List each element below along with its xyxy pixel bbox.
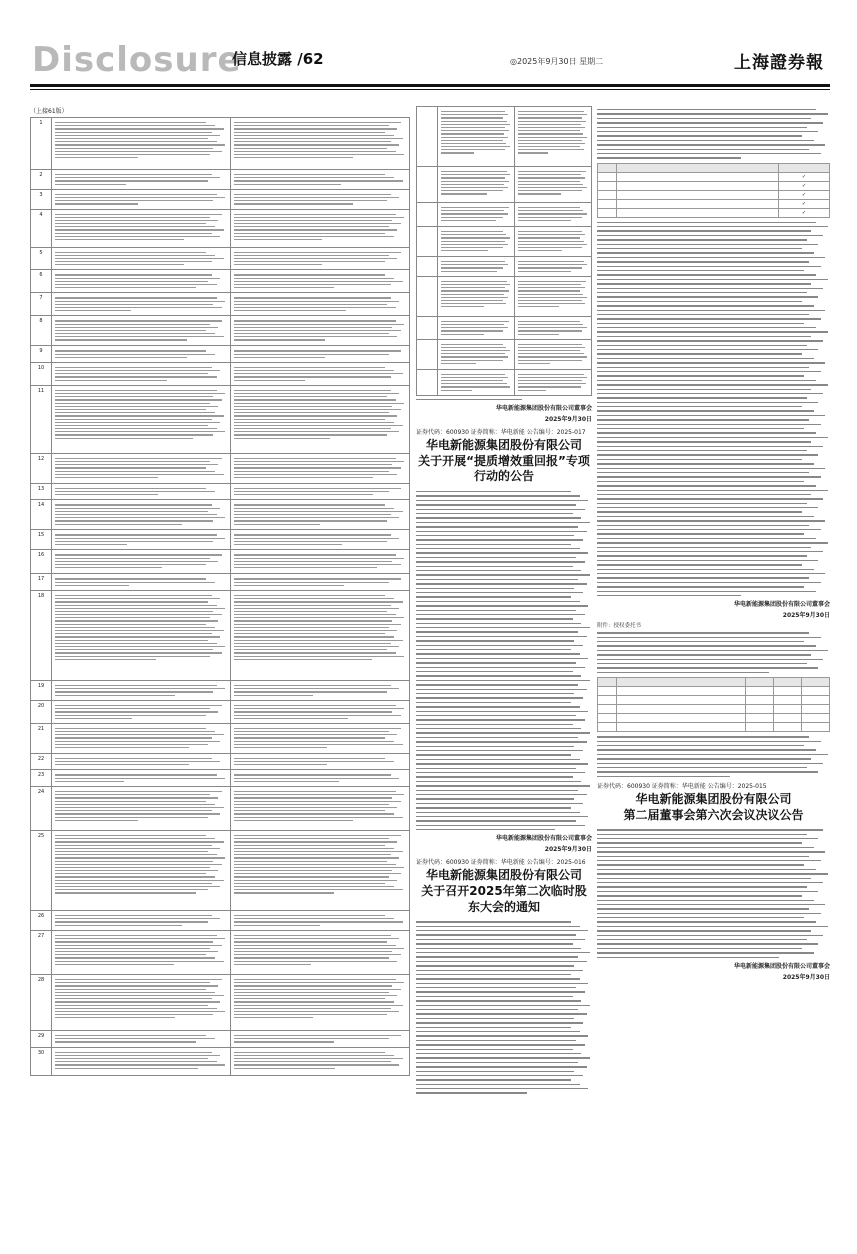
check-cell [778, 181, 829, 190]
masthead-rule-thin [30, 89, 830, 90]
original-clause-cell [52, 293, 231, 316]
proxy-form-text [597, 632, 830, 673]
table-row [31, 189, 410, 209]
proposal-no-cell [598, 696, 617, 705]
table-row [31, 247, 410, 270]
table-row [31, 700, 410, 723]
original-clause-cell [52, 550, 231, 574]
row-number: 5 [31, 247, 52, 270]
table-row [598, 687, 830, 696]
against-cell [774, 678, 802, 687]
row-number: 7 [31, 293, 52, 316]
signoff-date-1: 2025年9月30日 [544, 416, 592, 424]
table-row [31, 483, 410, 500]
revised-clause-cell [231, 189, 410, 209]
revised-clause-cell [515, 369, 592, 395]
original-clause-cell [438, 107, 515, 167]
revised-clause-cell [515, 167, 592, 203]
table-row [417, 167, 592, 203]
row-number [417, 257, 438, 277]
for-cell [746, 696, 774, 705]
revised-clause-cell [515, 203, 592, 227]
for-cell [746, 705, 774, 714]
original-clause-cell [52, 911, 231, 931]
original-clause-cell [438, 339, 515, 369]
middle-column [416, 106, 592, 1097]
table-row [598, 199, 830, 208]
row-number: 10 [31, 362, 52, 385]
notice-body-1 [416, 491, 592, 830]
row-number: 4 [31, 209, 52, 247]
meeting-details-text [597, 109, 830, 159]
original-clause-cell [438, 369, 515, 395]
proposal-name-cell [616, 705, 746, 714]
row-number: 26 [31, 911, 52, 931]
table-row [31, 770, 410, 787]
revised-clause-cell [231, 753, 410, 770]
row-number: 9 [31, 346, 52, 363]
notice-title-3: 第二届董事会第六次会议决议公告 [623, 807, 804, 822]
for-cell [746, 678, 774, 687]
row-number [417, 107, 438, 167]
original-clause-cell [438, 316, 515, 339]
proposal-no-cell [598, 705, 617, 714]
revised-clause-cell [231, 550, 410, 574]
row-number: 28 [31, 975, 52, 1031]
abstain-cell [802, 714, 830, 723]
revised-clause-cell [231, 590, 410, 680]
revised-clause-cell [231, 530, 410, 550]
proposal-no-cell [598, 163, 617, 172]
amendment-table [30, 117, 410, 1076]
row-number: 29 [31, 1031, 52, 1048]
revised-clause-cell [231, 209, 410, 247]
table-row [598, 696, 830, 705]
against-cell [774, 723, 802, 732]
revised-clause-cell [231, 316, 410, 346]
notice-meta-3: 证券代码：600930 证券简称：华电新能 公告编号：2025-015 [597, 783, 767, 791]
table-row [598, 163, 830, 172]
table-row [598, 705, 830, 714]
section-title-zh [232, 48, 324, 69]
row-number: 21 [31, 723, 52, 753]
notice-meta-2: 证券代码：600930 证券简称：华电新能 公告编号：2025-016 [416, 859, 586, 867]
check-mark-icon: ✓ [801, 209, 807, 216]
revised-clause-cell [231, 362, 410, 385]
proposal-name-cell [616, 172, 778, 181]
original-clause-cell [52, 723, 231, 753]
row-number: 23 [31, 770, 52, 787]
table-row [31, 911, 410, 931]
table-row [417, 257, 592, 277]
table-row [31, 270, 410, 293]
original-clause-cell [52, 247, 231, 270]
proposal-no-cell [598, 181, 617, 190]
original-clause-cell [52, 346, 231, 363]
revised-clause-cell [231, 385, 410, 453]
revised-clause-cell [231, 170, 410, 190]
original-clause-cell [52, 209, 231, 247]
row-number: 6 [31, 270, 52, 293]
table-row [598, 208, 830, 217]
row-number [417, 369, 438, 395]
abstain-cell [802, 696, 830, 705]
table-row [31, 385, 410, 453]
row-number: 1 [31, 118, 52, 170]
original-clause-cell [52, 931, 231, 975]
abstain-cell [802, 678, 830, 687]
notice-title-1-company: 华电新能源集团股份有限公司 [425, 438, 582, 453]
revised-clause-cell [231, 1031, 410, 1048]
revised-clause-cell [231, 453, 410, 483]
against-cell [774, 714, 802, 723]
table-row [31, 316, 410, 346]
board-resolution-text [597, 829, 830, 958]
proposal-no-cell [598, 199, 617, 208]
original-clause-cell [52, 316, 231, 346]
revised-clause-cell [515, 227, 592, 257]
original-clause-cell [52, 975, 231, 1031]
check-cell [778, 208, 829, 217]
row-number: 11 [31, 385, 52, 453]
proposal-no-cell [598, 172, 617, 181]
revised-clause-cell [231, 680, 410, 700]
original-clause-cell [52, 170, 231, 190]
original-clause-cell [438, 203, 515, 227]
table-row [31, 346, 410, 363]
revised-clause-cell [231, 574, 410, 591]
table-row [31, 787, 410, 831]
row-number: 19 [31, 680, 52, 700]
table-row [31, 1047, 410, 1075]
table-row [417, 107, 592, 167]
proposal-no-cell [598, 678, 617, 687]
original-clause-cell [52, 700, 231, 723]
row-number [417, 276, 438, 316]
signoff-date-1b: 2025年9月30日 [544, 846, 592, 854]
table-row [31, 831, 410, 911]
proposal-name-cell [616, 190, 778, 199]
table-row [417, 227, 592, 257]
original-clause-cell [52, 590, 231, 680]
continued-table [416, 106, 592, 396]
proposal-name-cell [616, 678, 746, 687]
original-clause-cell [52, 270, 231, 293]
revised-clause-cell [515, 276, 592, 316]
registration-text [597, 222, 830, 597]
table-row [31, 723, 410, 753]
row-number: 17 [31, 574, 52, 591]
closing-paragraph [416, 399, 592, 400]
original-clause-cell [52, 362, 231, 385]
row-number: 24 [31, 787, 52, 831]
table-row [598, 723, 830, 732]
notice-title-3-company: 华电新能源集团股份有限公司 [635, 792, 792, 807]
against-cell [774, 687, 802, 696]
right-column [597, 106, 830, 983]
original-clause-cell [52, 574, 231, 591]
row-number: 13 [31, 483, 52, 500]
signoff-date-3: 2025年9月30日 [782, 974, 830, 981]
table-row [31, 1031, 410, 1048]
table-row [31, 975, 410, 1031]
signoff-company-2: 华电新能源集团股份有限公司董事会 [733, 601, 830, 609]
revised-clause-cell [515, 339, 592, 369]
proposal-no-cell [598, 714, 617, 723]
row-number: 14 [31, 500, 52, 530]
row-number: 27 [31, 931, 52, 975]
revised-clause-cell [231, 831, 410, 911]
attachment-label: 附件：授权委托书 [597, 623, 642, 630]
original-clause-cell [52, 680, 231, 700]
row-number [417, 167, 438, 203]
proxy-signature-text [597, 736, 830, 777]
proposal-name-cell [616, 723, 746, 732]
notice-title-2-company: 华电新能源集团股份有限公司 [425, 868, 582, 883]
against-cell [774, 696, 802, 705]
revised-clause-cell [231, 700, 410, 723]
table-row [31, 293, 410, 316]
for-cell [746, 714, 774, 723]
row-number: 12 [31, 453, 52, 483]
row-number: 22 [31, 753, 52, 770]
original-clause-cell [438, 167, 515, 203]
revised-clause-cell [231, 770, 410, 787]
proposal-name-cell [616, 696, 746, 705]
abstain-cell [802, 687, 830, 696]
issue-date: ◎2025年9月30日 星期二 [510, 57, 604, 66]
table-row [31, 574, 410, 591]
proposal-name-cell [616, 199, 778, 208]
row-number [417, 227, 438, 257]
original-clause-cell [52, 753, 231, 770]
check-cell [778, 199, 829, 208]
row-number: 2 [31, 170, 52, 190]
table-row [31, 550, 410, 574]
signoff-company-3: 华电新能源集团股份有限公司董事会 [733, 963, 830, 970]
revised-clause-cell [231, 500, 410, 530]
revised-clause-cell [231, 270, 410, 293]
original-clause-cell [438, 276, 515, 316]
original-clause-cell [52, 530, 231, 550]
table-row [598, 714, 830, 723]
vote-type-header-cell [778, 163, 829, 172]
page-number: /62 [297, 50, 324, 68]
table-row [417, 316, 592, 339]
table-row [31, 118, 410, 170]
table-row [31, 170, 410, 190]
table-row [31, 530, 410, 550]
check-mark-icon: ✓ [801, 182, 807, 189]
table-row [31, 500, 410, 530]
proxy-vote-table [597, 677, 830, 732]
table-row [417, 276, 592, 316]
table-row [598, 678, 830, 687]
proposal-no-cell [598, 687, 617, 696]
table-row [417, 339, 592, 369]
original-clause-cell [438, 227, 515, 257]
table-row [598, 172, 830, 181]
notice-title-1: 关于开展“提质增效重回报”专项行动的公告 [418, 453, 590, 484]
proposal-no-cell [598, 190, 617, 199]
newspaper-logo: 上海證券報 [734, 53, 824, 73]
proposal-name-cell [616, 687, 746, 696]
row-number: 20 [31, 700, 52, 723]
amendment-table-column [30, 106, 410, 1242]
revised-clause-cell [231, 118, 410, 170]
original-clause-cell [52, 453, 231, 483]
proposal-name-cell [616, 208, 778, 217]
original-clause-cell [438, 257, 515, 277]
revised-clause-cell [231, 723, 410, 753]
revised-clause-cell [515, 257, 592, 277]
masthead-rule [30, 84, 830, 87]
check-cell [778, 190, 829, 199]
table-row [31, 362, 410, 385]
revised-clause-cell [515, 107, 592, 167]
against-cell [774, 705, 802, 714]
notice-title-2: 关于召开2025年第二次临时股东大会的通知 [421, 884, 587, 914]
section-name: 信息披露 [232, 50, 293, 68]
original-clause-cell [52, 831, 231, 911]
notice-meta-1: 证券代码：600930 证券简称：华电新能 公告编号：2025-017 [416, 429, 586, 437]
original-clause-cell [52, 189, 231, 209]
table-row [31, 209, 410, 247]
original-clause-cell [52, 1047, 231, 1075]
table-row [31, 453, 410, 483]
original-clause-cell [52, 770, 231, 787]
table-row [417, 369, 592, 395]
revised-clause-cell [231, 975, 410, 1031]
row-number: 3 [31, 189, 52, 209]
check-mark-icon: ✓ [801, 200, 807, 207]
proposal-name-cell [616, 714, 746, 723]
original-clause-cell [52, 385, 231, 453]
revised-clause-cell [231, 346, 410, 363]
row-number: 16 [31, 550, 52, 574]
for-cell [746, 723, 774, 732]
table-row [31, 590, 410, 680]
revised-clause-cell [231, 931, 410, 975]
table-row [31, 680, 410, 700]
row-number: 18 [31, 590, 52, 680]
revised-clause-cell [231, 787, 410, 831]
row-number [417, 339, 438, 369]
row-number [417, 203, 438, 227]
row-number: 30 [31, 1047, 52, 1075]
continued-from-caption: （上接61版） [30, 108, 68, 115]
table-row [598, 181, 830, 190]
notice-body-2 [416, 921, 592, 1094]
original-clause-cell [52, 787, 231, 831]
original-clause-cell [52, 118, 231, 170]
masthead [30, 36, 830, 86]
proposal-table [597, 163, 830, 218]
revised-clause-cell [231, 911, 410, 931]
check-mark-icon: ✓ [801, 173, 807, 180]
row-number: 25 [31, 831, 52, 911]
abstain-cell [802, 705, 830, 714]
table-row [598, 190, 830, 199]
proposal-no-cell [598, 723, 617, 732]
original-clause-cell [52, 483, 231, 500]
proposal-name-cell [616, 163, 778, 172]
table-row [417, 203, 592, 227]
table-row [31, 931, 410, 975]
revised-clause-cell [515, 316, 592, 339]
row-number [417, 316, 438, 339]
original-clause-cell [52, 1031, 231, 1048]
section-title-en: Disclosure [32, 40, 242, 80]
proposal-no-cell [598, 208, 617, 217]
revised-clause-cell [231, 483, 410, 500]
original-clause-cell [52, 500, 231, 530]
row-number: 15 [31, 530, 52, 550]
revised-clause-cell [231, 293, 410, 316]
revised-clause-cell [231, 1047, 410, 1075]
table-row [31, 753, 410, 770]
row-number: 8 [31, 316, 52, 346]
abstain-cell [802, 723, 830, 732]
for-cell [746, 687, 774, 696]
check-cell [778, 172, 829, 181]
signoff-date-2: 2025年9月30日 [782, 612, 830, 620]
check-mark-icon: ✓ [801, 191, 807, 198]
signoff-company-1: 华电新能源集团股份有限公司董事会 [495, 405, 592, 413]
signoff-company-1b: 华电新能源集团股份有限公司董事会 [495, 835, 592, 843]
revised-clause-cell [231, 247, 410, 270]
proposal-name-cell [616, 181, 778, 190]
